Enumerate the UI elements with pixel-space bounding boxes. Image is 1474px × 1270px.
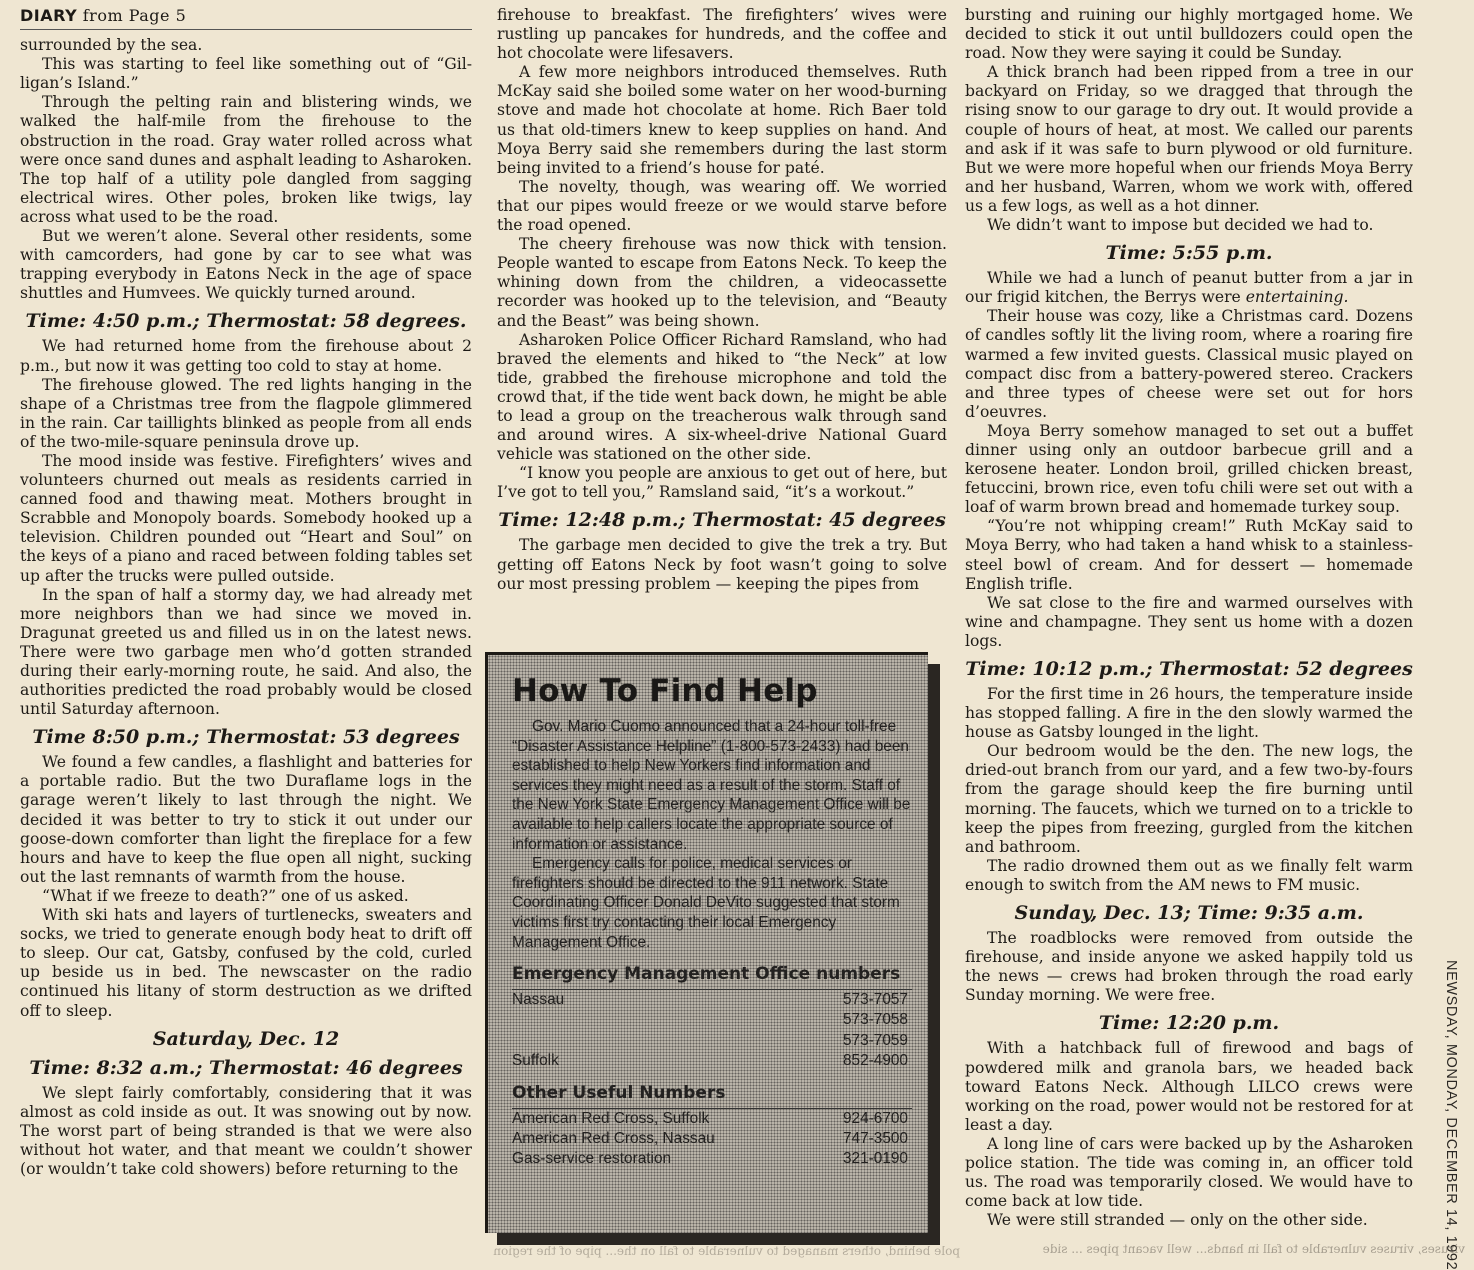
column-2: [497, 6, 947, 646]
paragraph: “I know you people are anxious to get out of here, but I’ve got to tell you,” Ramsland said, “it’s a workout.”: [497, 464, 947, 502]
time-subhead: Time: 12:20 p.m.: [1098, 1012, 1280, 1035]
paragraph: The radio drowned them out as we finally felt warm enough to switch from the AM news to FM music.: [965, 856, 1413, 894]
place-cell: Nassau: [512, 991, 565, 1009]
table-row: [512, 1010, 912, 1030]
time-subhead: Time: 4:50 p.m.; Thermostat: 58 degrees.: [25, 310, 467, 333]
place-cell: American Red Cross, Suffolk: [512, 1109, 710, 1127]
paragraph: surrounded by the sea.: [20, 36, 203, 55]
phone-number: 852-4900: [842, 1051, 908, 1069]
table-row: [512, 990, 912, 1011]
how-to-find-help-box: [485, 652, 928, 1233]
help-paragraph: Emergency calls for police, medical services or firefighters should be directed to the 911 network. State Coordinating Officer Donald DeVito suggested that storm victims first try contacting their local Emergency Management Office.: [512, 855, 900, 951]
other-numbers-table: [512, 1108, 912, 1168]
time-subhead: Time: 8:32 a.m.; Thermostat: 46 degrees: [29, 1056, 463, 1079]
phone-number: 924-6700: [842, 1109, 908, 1127]
paragraph: The garbage men decided to give the trek a try. But getting off Eatons Neck by foot wasn’t going to solve our most pressing problem — keeping the pipes from: [497, 536, 947, 593]
bleed-through-text: viruses, viruses vulnerable to fall in hands... well vacant pipes ... side: [1042, 1242, 1465, 1256]
phone-number: 573-7057: [842, 991, 908, 1009]
paragraph: “What if we freeze to death?” one of us asked.: [42, 886, 409, 905]
time-subhead: Time: 5:55 p.m.: [1105, 242, 1273, 265]
place-cell: Suffolk: [512, 1051, 559, 1069]
paragraph: firehouse to breakfast. The firefighters’ wives were rustling up pancakes for hundreds, and the coffee and hot chocolate were lifesavers.: [497, 6, 947, 63]
paragraph: Moya Berry somehow managed to set out a buffet dinner using only an outdoor barbecue grill and a kerosene heater. London broil, grilled chicken breast, fetuccini, brown rice, even tofu chili were set out with a loaf of warm brown bread and homemade turkey soup.: [965, 421, 1413, 517]
column-1: [20, 6, 472, 1260]
paragraph: We found a few candles, a flashlight and batteries for a portable radio. But the two Duraflame logs in the garage weren’t likely to last through the night. We decided it was better to try to stick it out under our goose-down comforter than light the fireplace for a few hours and have to keep the flue open all night, sucking out the last remnants of warmth from the house.: [20, 753, 472, 886]
paragraph: The cheery firehouse was now thick with tension. People wanted to escape from Eatons Neck. To keep the whining down from the children, a videocassette recorder was hooked up to the television, and “Beauty and the Beast” was being shown.: [497, 235, 947, 330]
place-cell: [512, 1031, 684, 1051]
time-subhead: Time 8:50 p.m.; Thermostat: 53 degrees: [32, 726, 460, 749]
paragraph: A few more neighbors introduced themselves. Ruth McKay said she boiled some water on her wood-burning stove and made hot chocolate at home. Rich Baer told us that old-timers knew to keep supplies on hand. And Moya Berry said she remembers during the last storm being invited to a friend’s house for paté.: [497, 63, 947, 177]
place-cell: [512, 1010, 684, 1030]
page-folio: NEWSDAY, MONDAY, DECEMBER 14, 1992: [1443, 960, 1459, 1270]
day-subhead: Saturday, Dec. 12: [152, 1027, 340, 1050]
table-row: [512, 1031, 912, 1051]
paragraph: “You’re not whipping cream!” Ruth McKay said to Moya Berry, who had taken a hand whisk to a stainless-steel bowl of cream. And for dessert — homemade English trifle.: [965, 517, 1413, 593]
paragraph: We slept fairly comfortably, considering that it was almost as cold inside as out. It was snowing out by now. The worst part of being stranded is that we were also without hot water, and that meant we couldn’t shower (or wouldn’t take cold showers) before returning to the: [20, 1083, 472, 1178]
emo-numbers-heading: Emergency Management Office numbers: [512, 964, 901, 985]
paragraph: We were still stranded — only on the other side.: [987, 1211, 1368, 1230]
emphasis-text: entertaining.: [1245, 288, 1349, 307]
paragraph: But we weren’t alone. Several other residents, some with camcorders, had gone by car to see what was trapping everybody in Eatons Neck in the age of space shuttles and Humvees. We quickly turned around.: [20, 227, 472, 303]
help-paragraph: Gov. Mario Cuomo announced that a 24-hour toll-free “Disaster Assistance Helpline” (1-800-573-2433) had been established to help New Yorkers find information and services they might need as a result of the storm. Staff of the New York State Emergency Management Office will be available to help callers locate the appropriate source of information or assistance.: [512, 718, 911, 853]
paragraph: We didn’t want to impose but decided we had to.: [987, 216, 1374, 235]
table-row: [512, 1108, 912, 1128]
paragraph: [965, 269, 1413, 307]
phone-number: 573-7058: [842, 1011, 908, 1029]
paragraph: With a hatchback full of firewood and bags of powdered milk and granola bars, we headed back toward Eatons Neck. Although LILCO crews were working on the road, power would not be restored for at least a day.: [965, 1039, 1413, 1134]
paragraph: A long line of cars were backed up by the Asharoken police station. The tide was coming in, an officer told us. The road was temporarily closed. We would have to come back at low tide.: [965, 1134, 1413, 1211]
paragraph: Their house was cozy, like a Christmas card. Dozens of candles softly lit the living room, where a roaring fire warmed a few invited guests. Classical music played on compact disc from a battery-powered stereo. Crackers and three types of cheese were set out for hors d’oeuvres.: [965, 307, 1413, 421]
paragraph: Asharoken Police Officer Richard Ramsland, who had braved the elements and hiked to “the Neck” at low tide, grabbed the firehouse microphone and told the crowd that, if the tide went back down, he might be able to lead a group on the treacherous walk through sand and around wires. A six-wheel-drive National Guard vehicle was stationed on the other side.: [497, 330, 947, 464]
paragraph: The firehouse glowed. The red lights hanging in the shape of a Christmas tree from the flagpole glimmered in the rain. Car taillights blinked as people from all ends of the two-mile-square peninsula drove up.: [20, 375, 472, 451]
paragraph: Our bedroom would be the den. The new logs, the dried-out branch from our yard, and a few two-by-fours from the garage should keep the fire burning until morning. The faucets, which we turned on to a trickle to keep the pipes from freezing, gurgled from the kitchen and bathroom.: [965, 742, 1413, 856]
paragraph: In the span of half a stormy day, we had already met more neighbors than we had since we moved in. Dragunat greeted us and filled us in on the latest news. There were two garbage men who’d gotten stranded during their early-morning route, he said. And also, the authorities predicted the road probably would be closed until Saturday afternoon.: [20, 585, 472, 719]
jump-header: [20, 6, 472, 30]
time-subhead: Time: 12:48 p.m.; Thermostat: 45 degrees: [498, 509, 946, 532]
help-box-title: How To Find Help: [512, 673, 818, 709]
paragraph: For the first time in 26 hours, the temperature inside has stopped falling. A fire in the den slowly warmed the house as Gatsby lounged in the light.: [965, 685, 1413, 742]
paragraph: We sat close to the fire and warmed ourselves with wine and champagne. They sent us home with a dozen logs.: [965, 593, 1413, 650]
phone-number: 573-7059: [842, 1031, 908, 1049]
paragraph: A thick branch had been ripped from a tree in our backyard on Friday, so we dragged that through the rising snow to our garage to dry out. It would provide a couple of hours of heat, at most. We called our parents and ask if it was safe to burn plywood or old furniture. But we were more hopeful when our friends Moya Berry and her husband, Warren, whom we work with, offered us a few logs, as well as a hot dinner.: [965, 63, 1413, 215]
paragraph-text: While we had a lunch of peanut butter from a jar in our frigid kitchen, the Berrys were: [965, 269, 1413, 307]
paragraph: Through the pelting rain and blistering winds, we walked the half-mile from the firehouse to the obstruction in the road. Gray water rolled across what were once sand dunes and asphalt leading to Asharoken. The top half of a utility pole dangled from sagging electrical wires. Other poles, broken like twigs, lay across what used to be the road.: [20, 93, 472, 226]
other-numbers-heading: Other Useful Numbers: [512, 1082, 726, 1103]
paragraph: The roadblocks were removed from outside the firehouse, and inside anyone we asked happily told us the news — crews had broken through the road early Sunday morning. We were free.: [965, 929, 1413, 1005]
place-cell: American Red Cross, Nassau: [512, 1129, 715, 1147]
place-cell: Gas-service restoration: [512, 1149, 672, 1167]
paragraph: This was starting to feel like something out of “Gil-ligan’s Island.”: [20, 55, 472, 93]
time-subhead: Time: 10:12 p.m.; Thermostat: 52 degrees: [965, 658, 1413, 680]
phone-number: 747-3500: [842, 1129, 908, 1147]
jump-kicker: DIARY: [20, 6, 78, 25]
table-row: [512, 1149, 912, 1169]
phone-number: 321-0190: [842, 1149, 908, 1167]
jump-page-ref: from Page 5: [77, 6, 187, 25]
paragraph: bursting and ruining our highly mortgaged home. We decided to stick it out until bulldozers could open the road. Now they were saying it could be Sunday.: [965, 6, 1413, 63]
emo-numbers-table: [512, 989, 912, 1071]
paragraph: The mood inside was festive. Firefighters’ wives and volunteers churned out meals as residents carried in canned food and thawing meat. Mothers brought in Scrabble and Monopoly boards. Somebody hooked up a television. Children pounded out “Heart and Soul” on the keys of a piano and raced between folding tables set up after the trucks were pulled outside.: [20, 451, 472, 585]
paragraph: The novelty, though, was wearing off. We worried that our pipes would freeze or we would starve before the road opened.: [497, 177, 947, 235]
day-subhead: Sunday, Dec. 13; Time: 9:35 a.m.: [1014, 902, 1364, 925]
bleed-through-text: pole behind, others managed to vulnerable to fall on the... pipe of the region: [493, 1244, 960, 1258]
paragraph: We had returned home from the firehouse about 2 p.m., but now it was getting too cold to stay at home.: [20, 337, 472, 375]
table-row: [512, 1129, 912, 1149]
table-row: [512, 1051, 912, 1071]
paragraph: With ski hats and layers of turtlenecks, sweaters and socks, we tried to generate enough body heat to drift off to sleep. Our cat, Gatsby, confused by the cold, curled up beside us in bed. The newscaster on the radio continued his litany of storm destruction as we drifted off to sleep.: [20, 906, 472, 1020]
column-3: [965, 6, 1413, 1246]
